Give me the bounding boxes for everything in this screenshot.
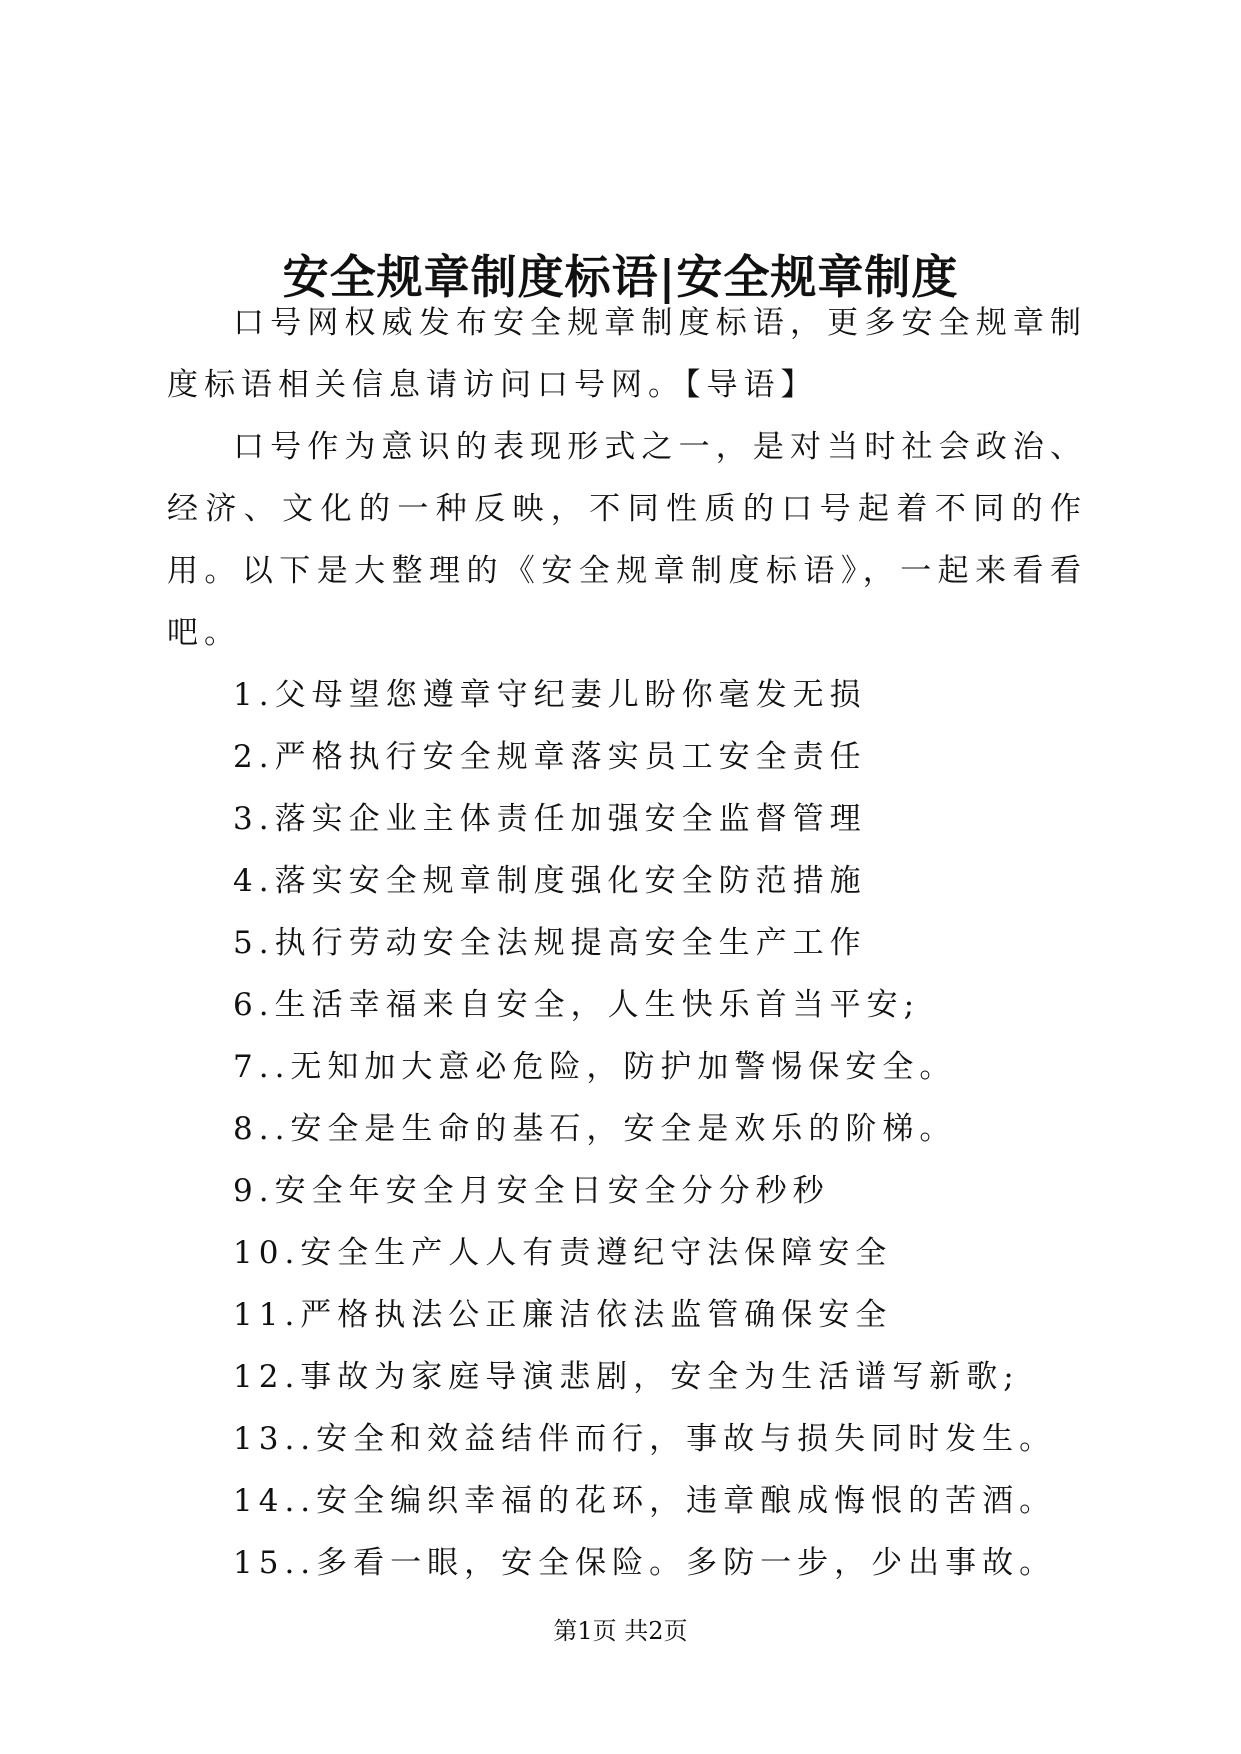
slogan-item: 3.落实企业主体责任加强安全监督管理: [233, 801, 867, 837]
slogan-item: 9.安全年安全月安全日安全分分秒秒: [233, 1173, 830, 1209]
slogan-item: 5.执行劳动安全法规提高安全生产工作: [233, 925, 867, 961]
slogan-item: 10.安全生产人人有责遵纪守法保障安全: [233, 1235, 893, 1271]
slogan-item: 8..安全是生命的基石，安全是欢乐的阶梯。: [233, 1111, 957, 1147]
slogan-list: [167, 664, 1087, 1594]
slogan-item: 11.严格执法公正廉洁依法监管确保安全: [233, 1297, 893, 1333]
document-body: [167, 292, 1087, 1594]
slogan-item: 2.严格执行安全规章落实员工安全责任: [233, 739, 867, 775]
slogan-item: 4.落实安全规章制度强化安全防范措施: [233, 863, 867, 899]
slogan-item: 6.生活幸福来自安全，人生快乐首当平安;: [233, 987, 921, 1023]
slogan-item: 1.父母望您遵章守纪妻儿盼你毫发无损: [233, 677, 867, 713]
description-paragraph: 口号作为意识的表现形式之一，是对当时社会政治、经济、文化的一种反映，不同性质的口号起着不同的作用。以下是大整理的《安全规章制度标语》，一起来看看吧。: [167, 429, 1087, 651]
slogan-item: 14..安全编织幸福的花环，违章酿成悔恨的苦酒。: [233, 1483, 1057, 1519]
page-number-footer: 第1页 共2页: [553, 1617, 688, 1645]
document-title: 安全规章制度标语|安全规章制度: [282, 249, 959, 304]
slogan-item: 7..无知加大意必危险，防护加警惕保安全。: [233, 1049, 957, 1085]
intro-paragraph: 口号网权威发布安全规章制度标语，更多安全规章制度标语相关信息请访问口号网。【导语】: [167, 305, 1087, 403]
slogan-item: 15..多看一眼，安全保险。多防一步，少出事故。: [233, 1545, 1057, 1581]
slogan-item: 12.事故为家庭导演悲剧，安全为生活谱写新歌;: [233, 1359, 1020, 1395]
slogan-item: 13..安全和效益结伴而行，事故与损失同时发生。: [233, 1421, 1057, 1457]
